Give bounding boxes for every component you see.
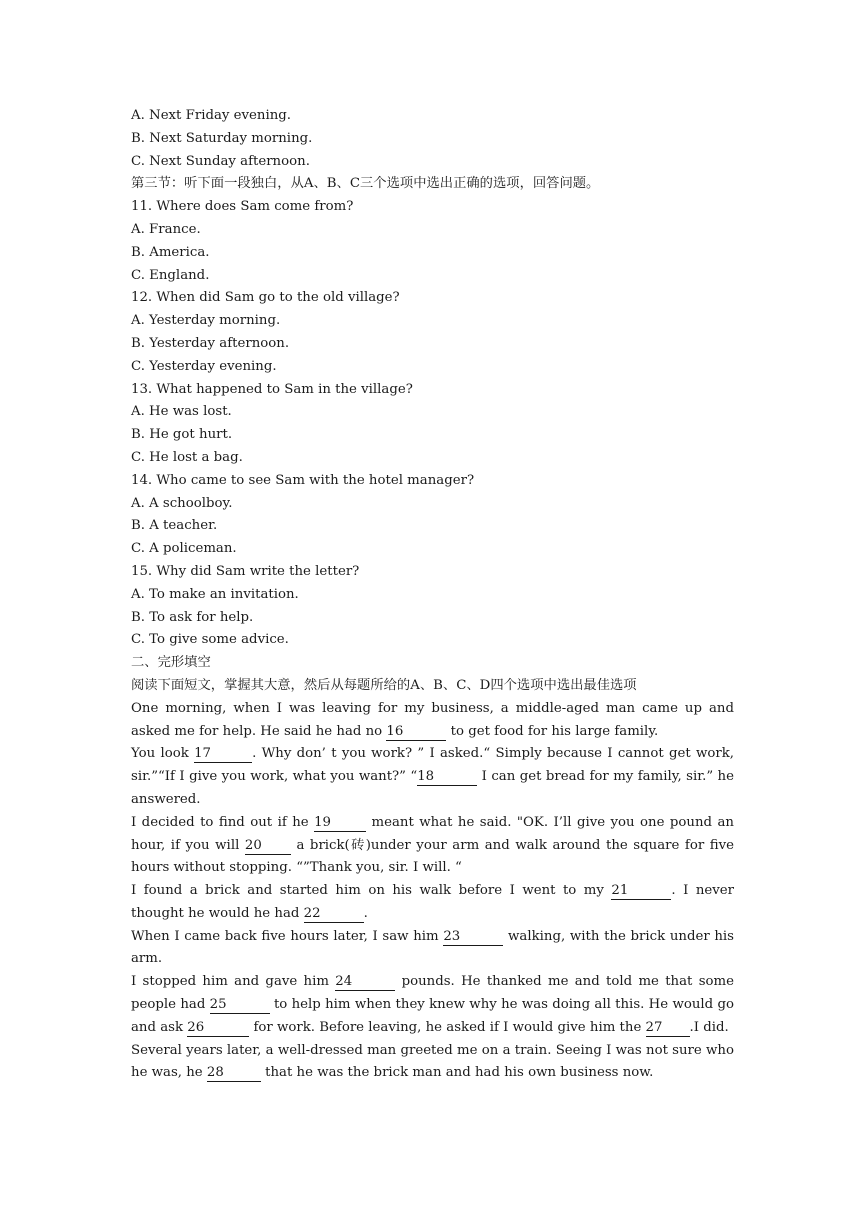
question-text: 11. Where does Sam come from? xyxy=(131,199,354,215)
document-page xyxy=(131,105,734,1085)
question-text: 14. Who came to see Sam with the hotel manager? xyxy=(131,472,475,488)
blank-21[interactable]: 21 xyxy=(611,882,671,900)
blank-26[interactable]: 26 xyxy=(187,1019,249,1037)
question-text: 13. What happened to Sam in the village? xyxy=(131,381,413,397)
passage-paragraph: One morning, when I was leaving for my business, a middle-aged man came up and asked me for help. He said he had no 16 to get food for his large family. xyxy=(131,700,734,739)
section-heading: 第三节：听下面一段独白，从A、B、C三个选项中选出正确的选项，回答问题。 xyxy=(131,176,600,192)
passage-paragraph: You look 17 . Why don’ t you work? ” I asked.“ Simply because I cannot get work, sir.”“If I give you work, what you want?” “18 I can get bread for my family, sir.” he answered. xyxy=(131,746,734,807)
question-text: 15. Why did Sam write the letter? xyxy=(131,563,360,579)
option-line: C. Next Sunday afternoon. xyxy=(131,153,310,169)
part-instruction: 阅读下面短文，掌握其大意，然后从每题所给的A、B、C、D四个选项中选出最佳选项 xyxy=(131,677,637,693)
option-line: C. He lost a bag. xyxy=(131,449,243,465)
blank-23[interactable]: 23 xyxy=(443,928,503,946)
option-line: B. America. xyxy=(131,244,210,260)
option-line: A. A schoolboy. xyxy=(131,495,233,511)
option-line: C. To give some advice. xyxy=(131,632,289,648)
option-line: A. Yesterday morning. xyxy=(131,313,281,329)
passage-paragraph: When I came back five hours later, I saw him 23 walking, with the brick under his arm. xyxy=(131,928,735,967)
blank-19[interactable]: 19 xyxy=(314,814,366,832)
option-line: B. Yesterday afternoon. xyxy=(131,335,290,351)
option-line: C. A policeman. xyxy=(131,541,237,557)
option-line: B. A teacher. xyxy=(131,518,218,534)
part-heading: 二、完形填空 xyxy=(131,655,211,671)
blank-18[interactable]: 18 xyxy=(417,768,477,786)
option-line: C. Yesterday evening. xyxy=(131,358,277,374)
blank-16[interactable]: 16 xyxy=(386,723,446,741)
blank-24[interactable]: 24 xyxy=(335,973,395,991)
option-line: A. He was lost. xyxy=(131,404,232,420)
question-text: 12. When did Sam go to the old village? xyxy=(131,290,400,306)
passage-paragraph: Several years later, a well-dressed man greeted me on a train. Seeing I was not sure who he was, he 28 that he was the brick man and had his own business now. xyxy=(131,1042,734,1081)
option-line: A. Next Friday evening. xyxy=(131,108,292,123)
blank-22[interactable]: 22 xyxy=(304,905,364,923)
blank-17[interactable]: 17 xyxy=(194,745,252,763)
option-line: C. England. xyxy=(131,267,210,283)
passage-paragraph: I decided to find out if he 19 meant what he said. "OK. I’ll give you one pound an hour, if you will 20 a brick(砖)under your arm and walk around the square for five hours without stopping. “”Thank you, sir. I will. “ xyxy=(131,814,735,876)
blank-25[interactable]: 25 xyxy=(210,996,270,1014)
option-line: B. He got hurt. xyxy=(131,427,233,443)
option-line: B. Next Saturday morning. xyxy=(131,130,313,146)
passage-paragraph: I stopped him and gave him 24 pounds. He thanked me and told me that some people had 25 to help him when they knew why he was doing all this. He would go and ask 26 for work. Before leaving, he asked if I would give him the 27 .I did. xyxy=(131,974,734,1035)
passage-paragraph: I found a brick and started him on his walk before I went to my 21 . I never thought he would he had 22 . xyxy=(131,883,734,921)
blank-27[interactable]: 27 xyxy=(646,1019,690,1037)
option-line: B. To ask for help. xyxy=(131,609,254,625)
option-line: A. France. xyxy=(131,221,201,237)
option-line: A. To make an invitation. xyxy=(131,586,299,602)
blank-20[interactable]: 20 xyxy=(245,837,291,855)
blank-28[interactable]: 28 xyxy=(207,1064,261,1082)
